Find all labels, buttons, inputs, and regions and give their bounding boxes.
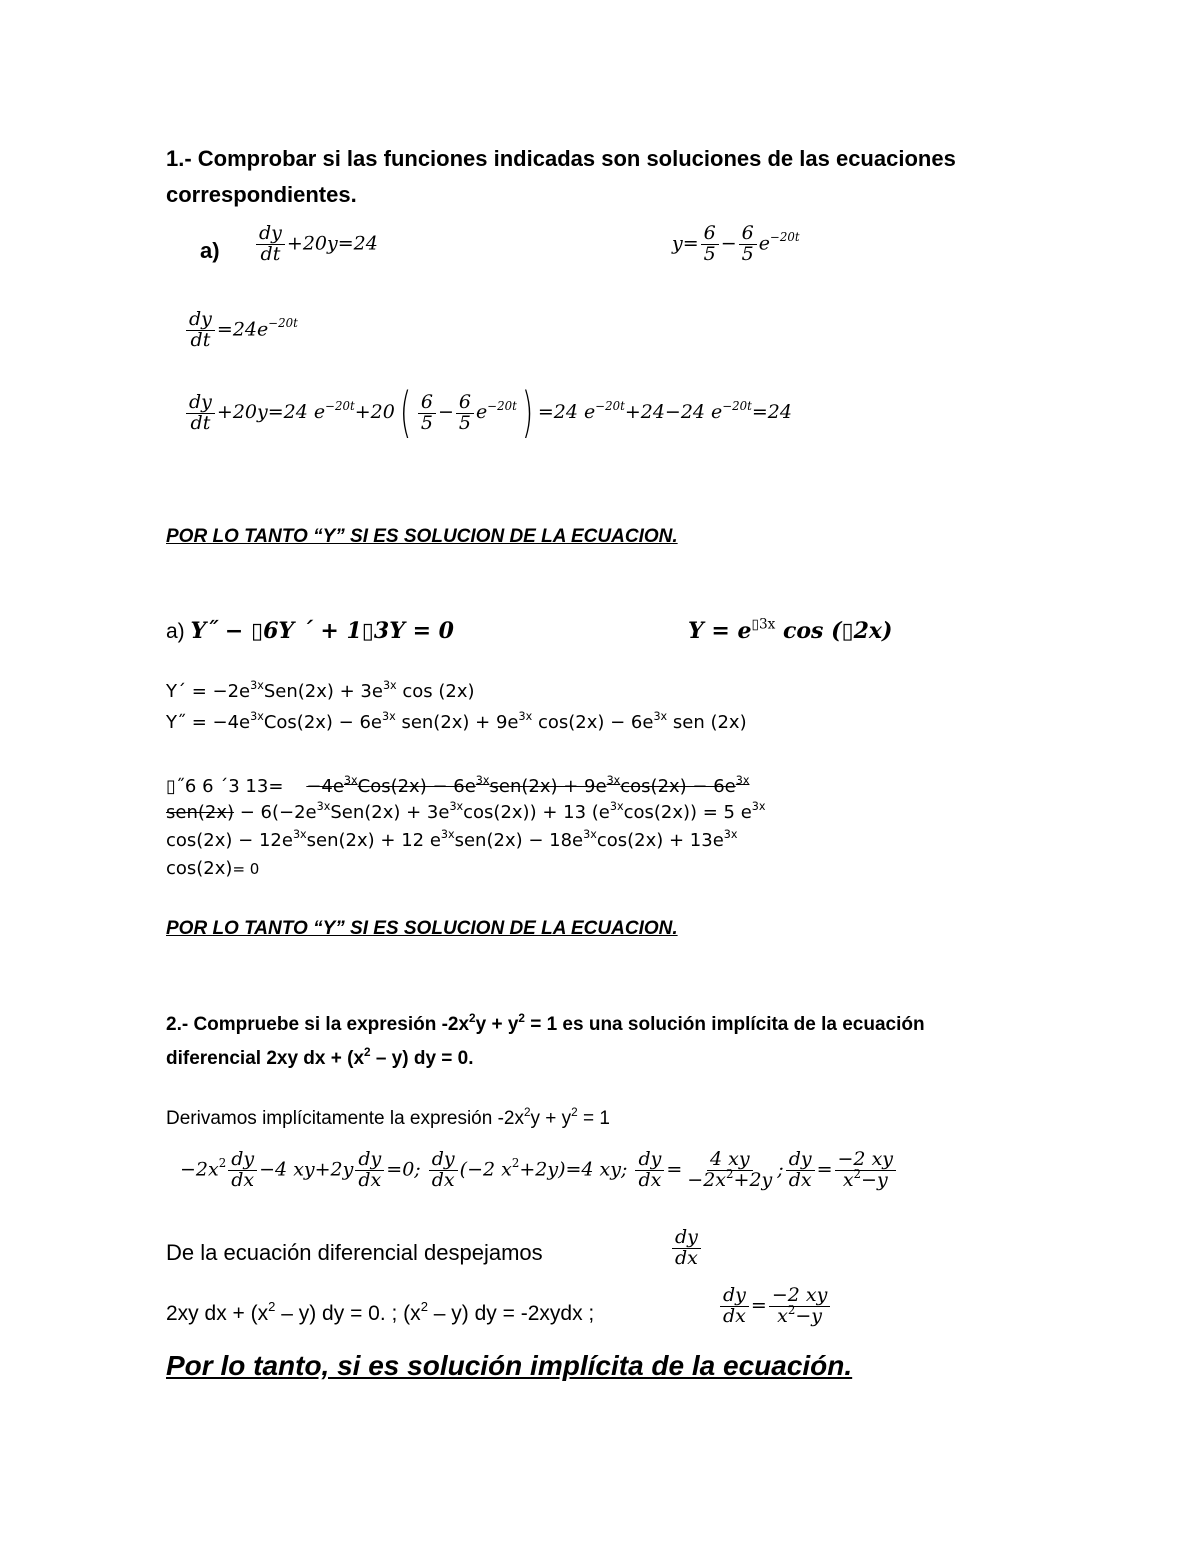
q2-heading-line2: diferencial 2xy dx + $(x^2 - y)$ dy = 0.	[166, 1045, 474, 1069]
q2-result-fraction: $\frac{dy}{dx}$ = $\frac{-2 xy}{x^2-y}$	[718, 1286, 832, 1327]
q1-heading-line2: correspondientes.	[166, 182, 357, 207]
q2-separation-line: 2xy dx + $(x^2 - y)$ dy = 0. ; $(x^2 - y)$ dy = -2xydx ;	[166, 1298, 595, 1325]
q2-derive-text: Derivamos implícitamente la expresión $-2x^2y + y^2 = 1$	[166, 1105, 610, 1129]
q1-equation: $\frac{dy}{dt}$ +20y=24	[254, 224, 378, 265]
q2-implicit-derivation: $-2x^2$ $\frac{dy}{dx}$ −4 xy+2y $\frac{dy}{dx}$ =0; $\frac{dy}{dx}$ (−2 $x^2+2y)=4$ xy; $\frac{dy}{dx}$ = $\frac{4 xy}{-2x^2+2y}$ ; $\frac{dy}{dx}$ = $\frac{-2 xy}{x^2-y}$	[180, 1150, 898, 1191]
q1b-substitution-line2: $sen(2x) - 6(-2e^{3x}Sen(2x) + 3e^{3x}\cos(2x)) + 13$ $(e^{3x}\cos(2x)) = 5$ $e^{3x}$	[166, 800, 766, 823]
q1b-second-derivative: Y˝ = $-4e^{3x}Cos(2x) - 6e^{3x}$ $sen(2x) + 9e^{3x}$ $\cos(2x) - 6e^{3x}$ sen (2x)	[166, 710, 747, 733]
q2-final-conclusion: Por lo tanto, si es solución implícita de la ecuación.	[166, 1350, 853, 1381]
q1b-substitution-line4: cos(2x)= 0	[166, 858, 260, 879]
q1b-first-derivative: Y´ = $-2e^{3x}Sen(2x) + 3e^{3x}$ cos (2x)	[166, 679, 475, 702]
q1-part-a-label: a)	[200, 238, 220, 263]
q2-dydx-fraction: $\frac{dy}{dx}$	[670, 1228, 703, 1269]
q1-derivative: $\frac{dy}{dt}$ $=24e^{-20t}$	[184, 310, 298, 351]
q2-heading-line1: 2.- Compruebe si la expresión $-2x^2y + y^2 = 1$ es una solución implícita de la ecuación	[166, 1011, 925, 1035]
q1-proposed-solution: y= $\frac{6}{5}$ − $\frac{6}{5}$ $e^{-20t}$	[672, 222, 800, 265]
q1b-conclusion: POR LO TANTO “Y” SI ES SOLUCION DE LA ECUACION.	[166, 918, 678, 939]
q1b-equation: a) Y˝ − ▯6Y ´ + 1▯3Y = 0	[166, 618, 454, 644]
q1b-solution: $Y = e^{▯3x}$ cos (▯2x)	[688, 616, 893, 644]
q2-despejamos-text: De la ecuación diferencial despejamos	[166, 1240, 543, 1265]
q1-substitution: $\frac{dy}{dt}$ +20y=24 $e^{-20t}+20$( $\frac{6}{5}$ − $\frac{6}{5}$ $e^{-20t}) =24$ $e^{-20t}+24-24$ $e^{-20t}=24$	[184, 386, 792, 440]
q1b-substitution-line3: $\cos(2x) - 12e^{3x}sen(2x) + 12$ $e^{3x}sen(2x) - 18e^{3x}\cos(2x) + 13e^{3x}$	[166, 828, 738, 851]
q1-heading-line1: 1.- Comprobar si las funciones indicadas son soluciones de las ecuaciones	[166, 146, 956, 171]
q1-conclusion: POR LO TANTO “Y” SI ES SOLUCION DE LA ECUACION.	[166, 526, 678, 547]
q1b-substitution-line1: ▯˝6 6 ´3 13= $-4e^{3x}Cos(2x) - 6e^{3x}sen(2x) + 9e^{3x}\cos(2x) - 6e^{3x}$	[166, 774, 750, 797]
